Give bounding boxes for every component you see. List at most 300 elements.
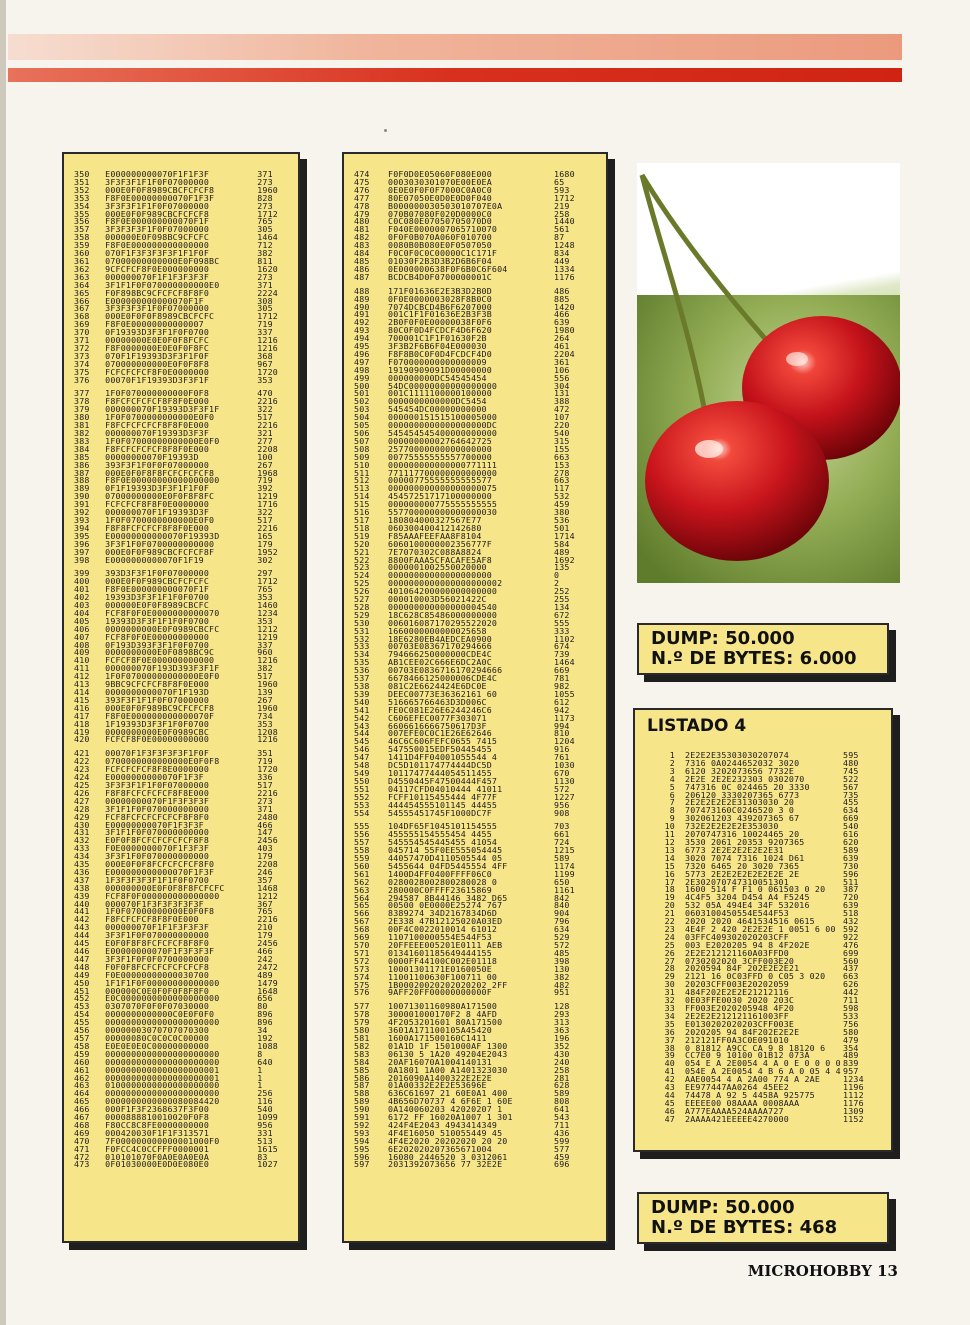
line-number: 441 [74,906,90,917]
line-number: 496 [354,348,370,359]
line-number: 559 [354,853,370,864]
hex-data: 060300400412142680 [388,522,482,533]
line-number: 580 [354,1025,370,1036]
hex-data: 1F0F07000000000E0F0F8 [105,906,215,917]
line-number: 416 [74,702,90,713]
checksum: 808 [554,1096,570,1107]
cherry-photo [637,163,900,583]
line-number: 470 [74,1135,90,1146]
hex-data: 19393D3F3F1F1F0F0700 [105,615,210,626]
hex-data: 01A1D 1F 1501000AF 1300 [388,1040,508,1051]
hex-data: 18C628C85486000000000 [388,609,498,620]
hex-data: E00000000070F1F3F3F3F [105,946,215,956]
hex-data: 3F3F1F0F070000000000 [105,851,210,862]
hex-data: 0F193D393F3F1F0F0700 [105,639,210,650]
line-number: 543 [354,720,370,731]
checksum: 536 [554,514,570,525]
hex-data: 2031392073656 77 32E2E [388,1159,503,1170]
hex-data: 000420030F1F1F313571 [105,1127,210,1138]
checksum: 896 [257,1017,273,1028]
line-number: 476 [354,184,370,195]
line-number: 366 [74,295,90,306]
line-number: 415 [74,694,90,705]
line-number: 35 [664,1018,675,1029]
checksum: 696 [554,1159,570,1170]
checksum: 1464 [257,232,278,243]
line-number: 502 [354,396,370,407]
checksum: 354 [843,1042,859,1053]
hex-data: E000000000000070F1F [105,295,204,306]
line-number: 357 [74,224,90,235]
hex-data: 7320 6465 20 3020 7365 [685,860,800,871]
checksum: 466 [257,819,273,830]
line-number: 594 [354,1135,370,1146]
hex-data: 0000000000000000000000 [105,1088,220,1099]
hex-data: 2020205 94 84F202E2E2E [685,1026,800,1037]
checksum: 353 [257,615,273,626]
hex-data: 070F1F3F3F3F3F1F1F0F [105,248,210,259]
checksum: 382 [257,248,273,259]
line-number: 39 [664,1050,675,1061]
hex-data: 3F1F1F0F070000000000 [105,827,210,838]
hex-data: 393F3F1F1F0F07000000 [105,694,210,705]
line-number: 445 [74,938,90,949]
line-number: 581 [354,1032,370,1043]
hex-data: 557700000000000000030 [388,507,498,518]
hex-data: 2E2E2E212121161003FF [685,1010,789,1021]
code-line [645,1113,885,1124]
line-number: 26 [664,947,675,958]
checksum: 1680 [554,169,575,179]
line-number: 523 [354,562,370,573]
checksum: 165 [257,530,273,541]
line-number: 7 [669,797,675,808]
checksum: 620 [843,836,859,847]
hex-data: 03FFC409302020203CFF [685,931,789,942]
hex-data: C606EFEC0077F303071 [388,712,487,723]
checksum: 1248 [554,240,575,251]
hex-data: 0F19393D3F3F1F0F0700 [105,327,210,338]
line-number: 557 [354,837,370,848]
line-number: 13 [664,844,675,855]
line-number: 493 [354,325,370,336]
line-number: 10 [664,821,675,832]
hex-data: 2E2E2E2E2E31303030 20 [685,797,795,808]
checksum: 267 [257,459,273,470]
line-number: 535 [354,657,370,668]
hex-data: 2AAAA421EEEEE4270000 [685,1113,789,1124]
checksum: 967 [257,358,273,369]
line-number: 431 [74,827,90,838]
checksum: 352 [554,1040,570,1051]
line-number: 359 [74,240,90,251]
hex-data: E0C0000000000000000000 [105,993,220,1004]
hex-data: 0000000000000000000000 [105,1048,220,1059]
line-number: 477 [354,192,370,203]
checksum: 147 [257,827,273,838]
hex-data: E000000000000070F1F3F [105,866,215,877]
hex-data: F0F0D0E05060F080E000 [388,169,492,179]
line-number: 22 [664,916,675,927]
line-number: 567 [354,916,370,927]
checksum: 2 [554,578,560,589]
header-stripe-red [8,68,902,82]
checksum: 278 [554,467,570,478]
line-number: 384 [74,443,90,454]
line-number: 20 [664,900,675,911]
hex-data: 300001000170F2 8 4AFD [388,1009,498,1020]
hex-data: 2E2E 2E2E232303 0302070 [685,773,805,784]
line-number: 432 [74,835,90,846]
hex-data: 545554545445455 41054 [388,837,498,848]
line-number: 424 [74,772,90,783]
checksum: 371 [257,169,273,179]
checksum: 674 [554,641,570,652]
line-number: 447 [74,953,90,964]
hex-data: 04117CFD04010444 41011 [388,783,503,794]
line-number: 573 [354,963,370,974]
listing-panel-a [62,152,300,1243]
checksum: 951 [554,987,570,998]
line-number: 577 [354,1001,370,1012]
hex-data: F0F0F8FCFCFCFCFCFCF8 [105,961,210,972]
checksum: 616 [843,829,859,840]
hex-data: F8FCFCFCFCF8F8F0E000 [105,420,210,431]
line-number: 593 [354,1127,370,1138]
hex-data: 707473160C0246520 3 0 [685,805,795,816]
checksum: 796 [554,916,570,927]
hex-data: 1600 514 F F1 0 061503 0 20 [685,884,826,895]
line-number: 458 [74,1040,90,1051]
line-number: 389 [74,483,90,494]
line-number: 380 [74,412,90,423]
checksum: 80 [257,1001,268,1012]
line-number: 353 [74,192,90,203]
hex-data: F8FCFCFCFCF8F8F0E000 [105,443,210,454]
hex-data: 0F0E0000003028F8B0C0 [388,293,492,304]
hex-data: 081C2E6624424E6DC0E [388,681,487,691]
line-number: 553 [354,799,370,810]
line-number: 361 [74,255,90,266]
checksum: 663 [554,475,570,486]
line-number: 12 [664,836,675,847]
hex-data: 80E07050E0D0E0D0F040 [388,192,492,203]
checksum: 1479 [257,977,278,988]
hex-data: 8800FAAA5CFACAFE5AF8 [388,554,492,565]
hex-data: 9CFCFCF8F0E000000000 [105,263,210,274]
checksum: 281 [554,1072,570,1083]
hex-data: 070F1F19393D3F3F1F0F [105,350,210,361]
hex-data: 206120 3330207365 6773 [685,789,800,800]
hex-data: 20FFEEE005201E0111 AEB [388,940,503,950]
line-number: 541 [354,704,370,715]
checksum: 192 [257,1032,273,1043]
checksum: 116 [257,1096,273,1107]
checksum: 107 [554,412,570,423]
checksum: 1152 [843,1113,864,1124]
checksum: 357 [257,874,273,885]
hex-data: 3F3B2F6B6F04E000030 [388,341,487,352]
checksum: 353 [257,374,273,385]
line-number: 423 [74,764,90,775]
checksum: 561 [554,224,570,235]
line-number: 14 [664,852,675,863]
checksum: 1648 [257,985,278,996]
hex-data: FCFCF8F0E000000000000 [105,655,215,666]
hex-data: 5773 2E2E2E2E2E2E2E 2E [685,868,800,879]
line-number: 383 [74,435,90,446]
checksum: 1161 [554,884,575,895]
hex-data: 1F0F07000000000000E0F0 [105,671,220,682]
hex-data: 045714 55F0EE555054445 [388,845,503,856]
checksum: 982 [554,681,570,691]
line-number: 375 [74,366,90,377]
hex-data: 000000070F19393D3F3F [105,428,210,438]
line-number: 564 [354,892,370,903]
hex-data: 444454555101145 44455 [388,799,498,810]
hex-data: 6060100000002356777F [388,538,492,549]
hex-data: F070000000000000009 [388,356,487,367]
line-number: 427 [74,795,90,806]
hex-data: 0000000000000DC5454 [388,396,487,407]
line-number: 15 [664,860,675,871]
hex-data: 455555154555454 4455 [388,829,492,840]
checksum: 210 [257,922,273,933]
checksum: 596 [843,868,859,879]
checksum: 485 [554,947,570,958]
checksum: 1716 [257,499,278,510]
checksum: 1212 [257,890,278,901]
checksum: 672 [554,609,570,620]
header-stripe-light [8,34,902,60]
line-number: 590 [354,1104,370,1115]
hex-data: 3F3F1F0F0F0700000000 [105,953,210,964]
hex-data: 01341601185649444155 [388,947,492,958]
checksum: 1464 [554,657,575,668]
hex-data: 0000000000E0F0898BC9C [105,647,215,658]
checksum: 589 [554,853,570,864]
checksum: 128 [554,1001,570,1012]
line-number: 386 [74,459,90,470]
line-number: 16 [664,868,675,879]
checksum: 1960 [257,184,278,195]
line-number: 495 [354,341,370,352]
checksum: 153 [554,459,570,470]
line-number: 544 [354,728,370,739]
checksum: 382 [257,663,273,674]
checksum: 304 [554,380,570,391]
hex-data: 00F4C0022010014 61012 [388,924,498,935]
line-number: 439 [74,890,90,901]
checksum: 293 [554,1009,570,1020]
line-number: 592 [354,1119,370,1130]
checksum: 896 [257,1009,273,1020]
hex-data: 1660000000000025658 [388,625,487,636]
line-number: 589 [354,1096,370,1107]
hex-data: 280000C0FFFF23615869 [388,884,492,895]
hex-data: 18E6280EB4AEDCEA0900 [388,633,492,644]
line-number: 457 [74,1032,90,1043]
line-number: 572 [354,955,370,966]
line-number: 460 [74,1056,90,1067]
line-number: 425 [74,779,90,790]
hex-data: 6120 3202073656 7732E [685,765,795,776]
line-number: 474 [354,169,370,179]
hex-data: 000000000000000004540 [388,601,498,612]
line-number: 547 [354,752,370,763]
hex-data: 0F0F0B070A060F010700 [388,232,492,243]
line-number: 555 [354,821,370,832]
checksum: 277 [257,435,273,446]
line-number: 401 [74,584,90,595]
page-edge [0,0,6,1325]
line-number: 542 [354,712,370,723]
checksum: 363 [554,1025,570,1036]
hex-data: 000E0F0F989BC9CFCFCF8 [105,702,215,713]
hex-data: 00775555555557700000 [388,451,492,462]
checksum: 734 [257,710,273,721]
hex-data: 2E2E2E35303030207074 [685,750,789,760]
checksum: 2208 [257,859,278,870]
line-number: 381 [74,420,90,431]
hex-data: 401064200000000000000 [388,586,498,597]
hex-data: F8F0E00000000000007 [105,319,204,330]
hex-data: 0100000000000000000000 [105,1080,220,1091]
hex-data: FCFCFCF8F8F0E0000000 [105,499,210,510]
hex-data: CC7E0 9 10100 01B12 073A [685,1050,810,1061]
checksum: 639 [843,852,859,863]
hex-data: E0000000000070F1F3F [105,772,204,783]
hex-data: AAE0054 4 A 2A00 774 A 2AE [685,1074,821,1085]
checksum: 511 [843,876,859,887]
line-number: 560 [354,860,370,871]
hex-data: 20AF16070A1004140131 [388,1056,492,1067]
hex-data: E00000000000070F19393D [105,530,220,541]
line-number: 529 [354,609,370,620]
checksum: 669 [843,813,859,824]
hex-data: 393D3F3F1F0F07000000 [105,568,210,579]
checksum: 442 [843,987,859,998]
hex-data: E0000000000070F1F19 [105,554,204,565]
checksum: 472 [554,404,570,415]
checksum: 517 [257,514,273,525]
line-number: 418 [74,718,90,729]
line-number: 437 [74,874,90,885]
line-number: 394 [74,522,90,533]
checksum: 1968 [257,467,278,478]
checksum: 315 [554,435,570,446]
checksum: 1309 [843,1105,864,1116]
checksum: 196 [554,1032,570,1043]
checksum: 1215 [554,845,575,856]
checksum: 1174 [554,860,575,871]
checksum: 730 [843,860,859,871]
hex-data: 484F202E2E2E21212116 [685,987,789,998]
checksum: 337 [257,639,273,650]
hex-data: 00000000E0E0F0F8FCFC [105,335,210,346]
checksum: 1712 [257,311,278,322]
hex-data: 0730202020 3CFF003E20 [685,955,795,966]
line-number: 17 [664,876,675,887]
line-number: 31 [664,987,675,998]
checksum: 1130 [554,775,575,786]
hex-data: 171F01636E2E3B3D2B0D [388,285,492,296]
line-number: 487 [354,271,370,282]
checksum: 264 [554,333,570,344]
hex-data: F0E00000000000030700 [105,969,210,980]
line-number: 595 [354,1143,370,1154]
line-number: 379 [74,404,90,415]
hex-data: FCF8F0F0E0000000000070 [105,607,220,618]
hex-data: 294587 8B44146 3482 D65 [388,892,508,903]
line-number: 28 [664,963,675,974]
checksum: 1219 [257,491,278,502]
line-number: 568 [354,924,370,935]
line-number: 459 [74,1048,90,1059]
hex-data: DEEC00773E36362161 60 [388,688,498,699]
line-number: 521 [354,546,370,557]
hex-data: 0307070F0F0F07030000 [105,1001,210,1012]
line-number: 417 [74,710,90,721]
hex-data: 0000888810010020F0F8 [105,1112,210,1123]
checksum: 1334 [554,263,575,274]
checksum: 305 [257,303,273,314]
checksum: 1234 [257,607,278,618]
line-number: 546 [354,744,370,755]
checksum: 828 [257,192,273,203]
line-number: 558 [354,845,370,856]
hex-data: 1411D4FF04001055544 4 [388,752,498,763]
hex-data: 0000000000000000000002 [388,578,503,589]
hex-data: 07000000000000E0F098BC [105,255,220,266]
hex-data: 1F0F0700000000000E0F0 [105,514,215,525]
line-number: 525 [354,578,370,589]
line-number: 471 [74,1143,90,1154]
hex-data: 000E0F0F989CBCFCFCF8 [105,208,210,219]
line-number: 578 [354,1009,370,1020]
hex-data: 302061203 439207365 67 [685,813,800,824]
line-number: 512 [354,475,370,486]
checksum: 2216 [257,396,278,407]
hex-data: F8F0000000E0E0F0F8FC [105,342,210,353]
hex-data: A777EAAAA524AAAA727 [685,1105,784,1116]
line-number: 531 [354,625,370,636]
checksum: 517 [257,412,273,423]
hex-data: E0F0F8F8FCFCFCF8F8F0 [105,938,210,949]
checksum: 255 [554,594,570,605]
hex-data: 00703E08367170294666 [388,641,492,652]
line-number: 536 [354,665,370,676]
line-number: 478 [354,200,370,211]
hex-data: 547550015EDF50445455 [388,744,492,755]
checksum: 626 [843,979,859,990]
line-number: 407 [74,631,90,642]
line-number: 405 [74,615,90,626]
hex-data: FCF8FCFCFCFCFCF8F8F0 [105,811,210,822]
line-number: 549 [354,767,370,778]
line-number: 446 [74,946,90,956]
hex-data: BCDCB4D0F0700000001C [388,271,492,282]
hex-data: F0F898BC9CFCFCF8F8F0 [105,287,210,298]
line-number: 508 [354,443,370,454]
checksum: 134 [554,601,570,612]
hex-data: 25770000000000000000 [388,443,492,454]
line-number: 403 [74,600,90,611]
hex-data: 6678466125000006CDE4C [388,673,498,684]
line-number: 500 [354,380,370,391]
line-number: 411 [74,663,90,674]
line-number: 404 [74,607,90,618]
